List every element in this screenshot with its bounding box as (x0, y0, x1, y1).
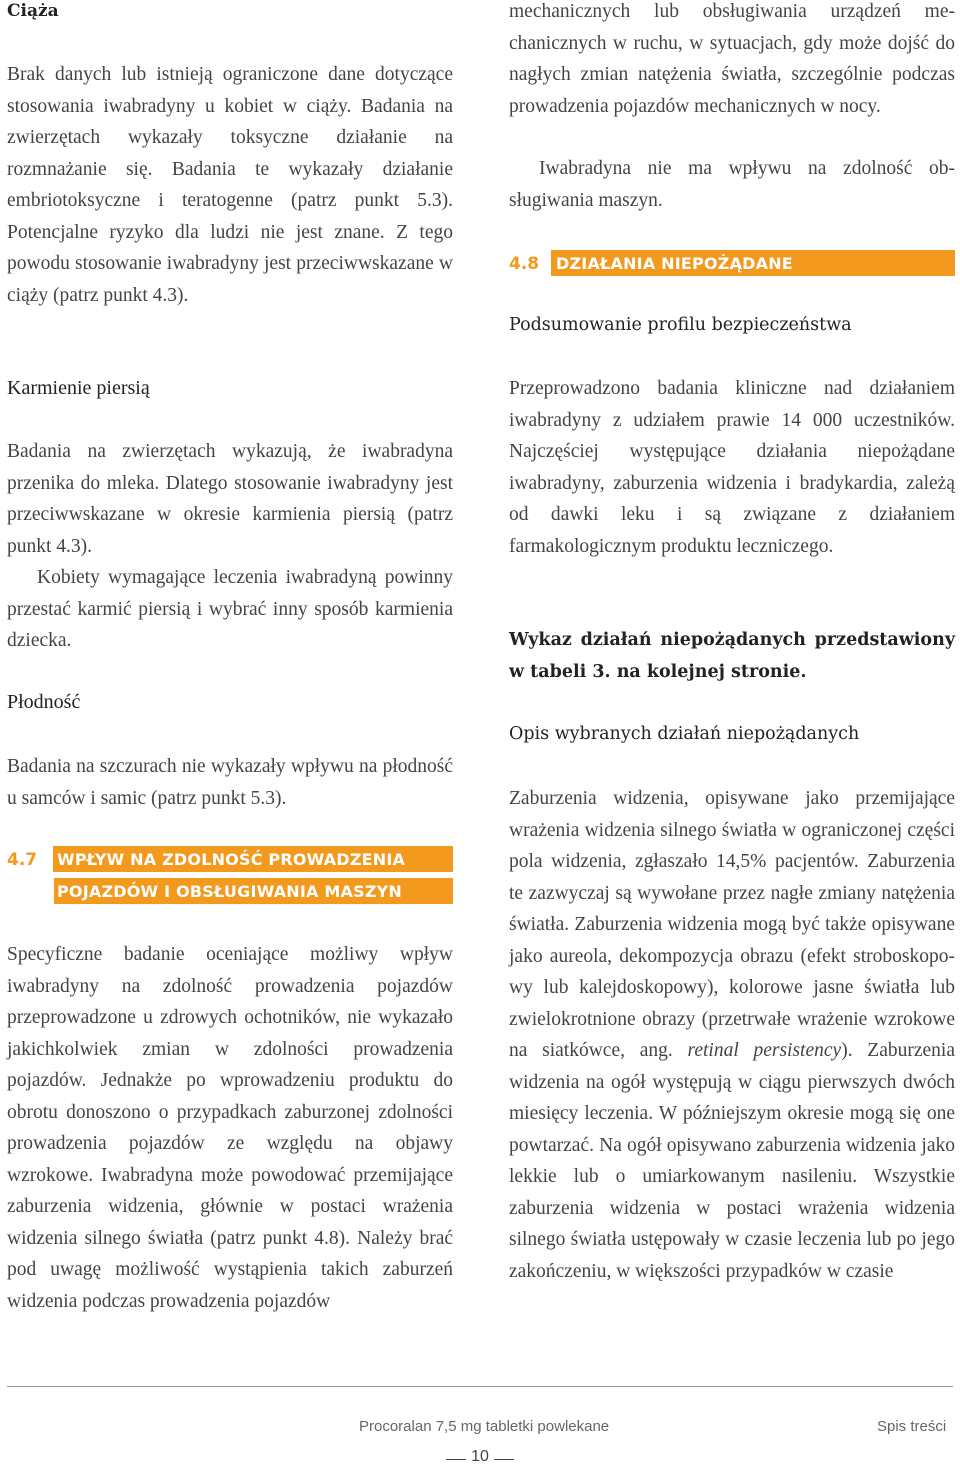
paragraph-4-7: Specyficzne badanie oceniające możliwy wpływ iwabradyny na zdolność prowadzenia pojazdów przeprowadzone u zdrowych ochotników, nie wykazało jakichkolwiek zmian w zdolności prowadzenia pojazdów. Jednakże po wprowadzeniu produktu do obrotu donoszono o przypadkach zaburzonej zdolności prowadzenia pojazdów ze względu na objawy wzrokowe. Iwabradyna może powodować przemijające zaburzenia widzenia, głównie w postaci wrażenia widzenia silnego światła (patrz punkt 4.8). Należy brać pod uwagę możliwość wystąpienia takich zaburzeń widzenia podczas prowadzenia pojazdów (7, 944, 453, 1312)
paragraph-ciaza: Brak danych lub istnieją ograniczone dane dotyczące stosowania iwabradyny u kobiet w ciąży. Badania na zwierzętach wykazały toksyczne działanie na rozmnażanie się. Badania te wykazały działanie embriotoksyczne i teratogenne (patrz punkt 5.3). Potencjalne ryzyko dla ludzi nie jest znane. Z tego powodu stosowanie iwabradyny jest przeciwwskazane w ciąży (patrz punkt 4.3). (7, 64, 453, 306)
paragraph-opis (509, 783, 955, 1287)
paragraph-maszyny: Iwabradyna nie ma wpływu na zdolność obsługiwania maszyn. (509, 158, 955, 211)
paragraph-plodnosc: Badania na szczurach nie wykazały wpływu na płodność u samców i samic (patrz punkt 5.3). (7, 756, 453, 809)
heading-podsumowanie: Podsumowanie profilu bezpieczeństwa (509, 315, 852, 335)
section-4-7-body (7, 939, 453, 1317)
section-4-8-title: DZIAŁANIA NIEPOŻĄDANE (556, 254, 793, 273)
footer-product-name: Procoralan 7,5 mg tabletki powlekane (359, 1418, 610, 1435)
footer-divider (7, 1386, 953, 1387)
section-4-8-number: 4.8 (509, 254, 540, 274)
paragraph-karmienie-2: Kobiety wymagające leczenia iwabradyną powinny przestać karmić piersią i wybrać inny sposób karmienia dziecka. (7, 567, 453, 651)
heading-wykaz: Wykaz działań niepożądanych przedstawiony w tabeli 3. na kolejnej stronie. (509, 630, 955, 682)
heading-plodnosc: Płodność (7, 691, 81, 713)
page-number-dash-right (494, 1459, 514, 1460)
heading-karmienie: Karmienie piersią (7, 377, 150, 399)
paragraph-opis-part1: Zaburzenia widzenia, opisywane jako przemijające wrażenia widzenia silnego światła w ograniczonej części pola widzenia, zgłaszało 14,5% pacjentów. Zaburzenia te zazwyczaj są wywołane przez nagłe zmiany natężenia światła. Zaburzenia widzenia mogą być także opisywane jako aureola, dekompozycja obrazu (efekt stroboskopowy lub kalejdoskopowy), kolorowe jasne światła lub zwielokrotnione obrazy (przetrwałe wrażenie wzrokowe na siatkówce, ang. (509, 788, 955, 1061)
paragraph-karmienie-1: Badania na zwierzętach wykazują, że iwabradyna przenika do mleka. Dlatego stosowanie iwabradyny jest przeciwwskazane w okresie karmienia piersią (patrz punkt 4.3). (7, 441, 453, 557)
paragraph-opis-term: retinal persistency (687, 1040, 842, 1061)
heading-opis: Opis wybranych działań niepożądanych (509, 724, 860, 744)
footer-toc-link[interactable]: Spis treści (877, 1418, 947, 1435)
paragraph-podsumowanie: Przeprowadzono badania kliniczne nad działaniem iwabradyny z udziałem prawie 14 000 uczestników. Najczęściej występujące działania niepożądane iwabradyny, zaburzenia widzenia i bradykardia, zależą od dawki leku i są związane z działaniem farmakologicznym produktu leczniczego. (509, 378, 955, 557)
section-4-7-title-line1: WPŁYW NA ZDOLNOŚĆ PROWADZENIA (57, 850, 406, 869)
heading-ciaza: Ciąża (7, 1, 59, 21)
paragraph-opis-part2: ). Zaburzenia widzenia na ogół występują w ciągu pierwszych dwóch miesięcy leczenia. W późniejszym okresie mogą się one powtarzać. Na ogół opisywano zaburzenia widzenia jako lekkie lub o umiarkowanym nasileniu. Wszystkie zaburzenia widzenia w postaci wrażenia widzenia silnego światła ustępowały w czasie leczenia lub po jego zakończeniu, w większości przypadków w czasie (509, 1040, 955, 1282)
page-number: 10 (471, 1448, 489, 1465)
paragraph-continued: mechanicznych lub obsługiwania urządzeń mechanicznych w ruchu, w sytuacjach, gdy może dojść do nagłych zmian natężenia światła, szczególnie podczas prowadzenia pojazdów mechanicznych w nocy. (509, 1, 955, 117)
section-4-7-title-line2: POJAZDÓW I OBSŁUGIWANIA MASZYN (57, 882, 403, 901)
section-4-7-number: 4.7 (7, 850, 38, 870)
